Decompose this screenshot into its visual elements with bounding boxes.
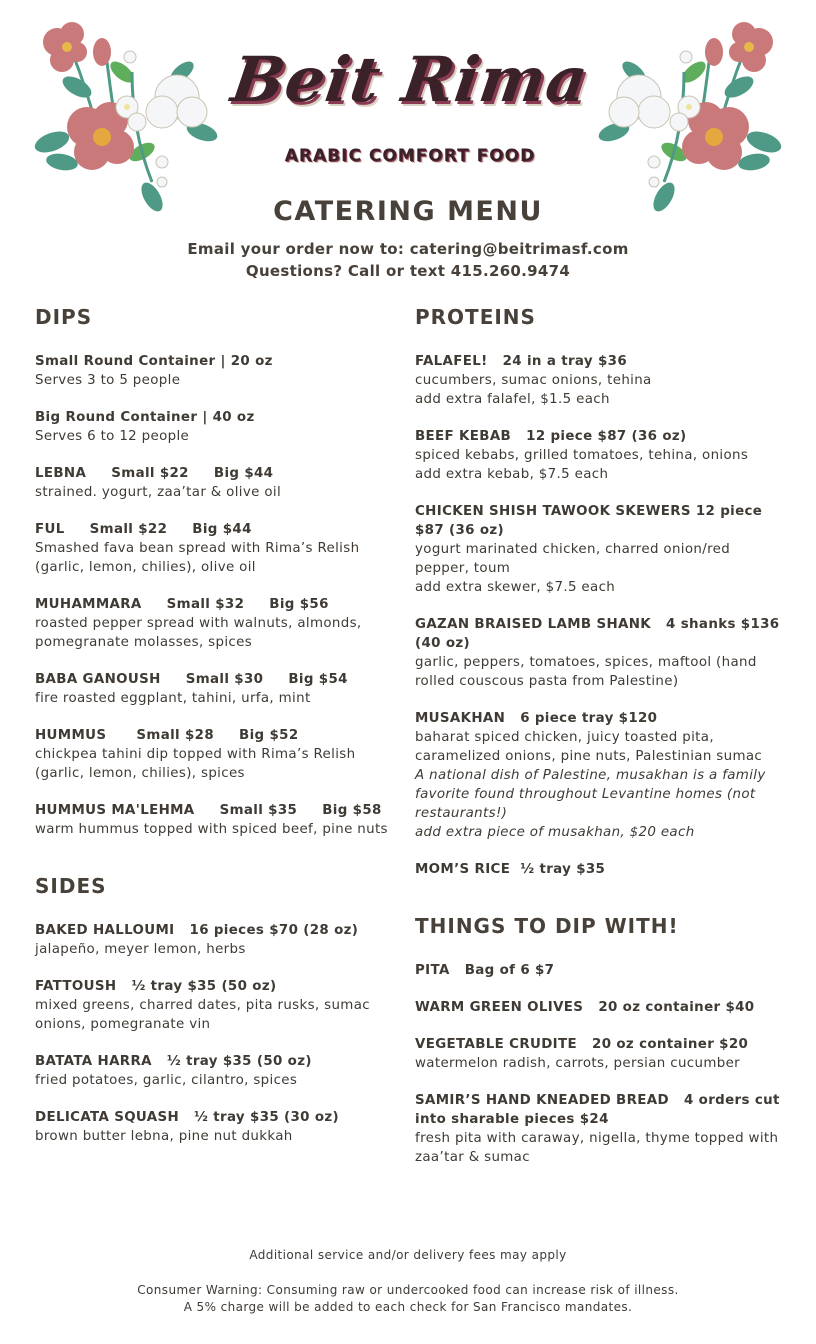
- menu-item: [35, 352, 407, 390]
- floral-illustration-left-icon: [22, 12, 232, 222]
- section-title: THINGS TO DIP WITH!: [415, 914, 679, 938]
- section-things-to-dip-with: [415, 913, 787, 1167]
- menu-item-name-price: MUSAKHAN 6 piece tray $120: [415, 711, 658, 726]
- menu-item: [415, 502, 787, 597]
- consumer-warning: Consumer Warning: Consuming raw or undercooked food can increase risk of illness.: [137, 1283, 679, 1297]
- menu-item: [415, 709, 787, 842]
- menu-item-note: add extra piece of musakhan, $20 each: [415, 825, 695, 840]
- footer-warning: [0, 1282, 816, 1316]
- menu-item-name-price: WARM GREEN OLIVES 20 oz container $40: [415, 1000, 755, 1015]
- menu-item: [35, 726, 407, 783]
- menu-item-name-price: HUMMUS Small $28 Big $52: [35, 728, 299, 743]
- menu-item-name-price: GAZAN BRAISED LAMB SHANK 4 shanks $136 (40 oz): [415, 617, 785, 651]
- menu-item: [415, 998, 787, 1017]
- menu-item-description: fire roasted eggplant, tahini, urfa, mint: [35, 691, 311, 706]
- menu-item-description: spiced kebabs, grilled tomatoes, tehina, onions: [415, 448, 749, 463]
- menu-item-description: jalapeño, meyer lemon, herbs: [35, 942, 246, 957]
- menu-item-description: fried potatoes, garlic, cilantro, spices: [35, 1073, 298, 1088]
- menu-item-description: strained. yogurt, zaa’tar & olive oil: [35, 485, 282, 500]
- menu-item: [35, 595, 407, 652]
- menu-item: [415, 352, 787, 409]
- page-title: CATERING MENU: [273, 196, 543, 227]
- floral-illustration-right-icon: [584, 12, 794, 222]
- left-column: [35, 304, 407, 1164]
- menu-item-description: chickpea tahini dip topped with Rima’s Relish: [35, 747, 356, 762]
- section-sides: [35, 873, 407, 1146]
- menu-item-description: Serves 3 to 5 people: [35, 373, 181, 388]
- menu-item-description: add extra skewer, $7.5 each: [415, 580, 616, 595]
- menu-item: [35, 464, 407, 502]
- menu-item-name-price: PITA Bag of 6 $7: [415, 963, 555, 978]
- menu-item-description: Smashed fava bean spread with Rima’s Relish: [35, 541, 360, 556]
- menu-item: [35, 1052, 407, 1090]
- menu-item: [35, 921, 407, 959]
- menu-item: [35, 1108, 407, 1146]
- section-title: SIDES: [35, 874, 107, 898]
- menu-item-description: fresh pita with caraway, nigella, thyme topped with zaa’tar & sumac: [415, 1131, 779, 1165]
- menu-item-description: baharat spiced chicken, juicy toasted pita,: [415, 730, 714, 745]
- menu-item-description: add extra falafel, $1.5 each: [415, 392, 610, 407]
- contact-phone-line: Questions? Call or text 415.260.9474: [245, 262, 571, 280]
- menu-item: [415, 1091, 787, 1167]
- menu-item-description: watermelon radish, carrots, persian cucumber: [415, 1056, 741, 1071]
- sf-mandate-charge: A 5% charge will be added to each check for San Francisco mandates.: [183, 1300, 633, 1314]
- right-column: [415, 304, 787, 1185]
- menu-item-name-price: CHICKEN SHISH TAWOOK SKEWERS 12 piece $87 (36 oz): [415, 504, 768, 538]
- menu-item-description: roasted pepper spread with walnuts, almonds,: [35, 616, 362, 631]
- menu-item: [35, 520, 407, 577]
- menu-item-description: brown butter lebna, pine nut dukkah: [35, 1129, 293, 1144]
- menu-item-description: add extra kebab, $7.5 each: [415, 467, 609, 482]
- menu-item-description: Serves 6 to 12 people: [35, 429, 190, 444]
- menu-item-name-price: MUHAMMARA Small $32 Big $56: [35, 597, 329, 612]
- menu-item: [35, 670, 407, 708]
- menu-item: [415, 1035, 787, 1073]
- menu-item-name-price: Small Round Container | 20 oz: [35, 354, 273, 369]
- menu-item: [35, 801, 407, 839]
- menu-item-name-price: BEEF KEBAB 12 piece $87 (36 oz): [415, 429, 687, 444]
- menu-item-description: pomegranate molasses, spices: [35, 635, 253, 650]
- menu-item-name-price: FALAFEL! 24 in a tray $36: [415, 354, 627, 369]
- contact-info: [0, 238, 816, 282]
- menu-item-name-price: HUMMUS MA'LEHMA Small $35 Big $58: [35, 803, 382, 818]
- menu-item-note: A national dish of Palestine, musakhan is a family favorite found throughout Levantine homes (not restaurants!): [415, 768, 766, 821]
- menu-item-description: yogurt marinated chicken, charred onion/red pepper, toum: [415, 542, 731, 576]
- logo: [227, 30, 593, 166]
- menu-item-name-price: VEGETABLE CRUDITE 20 oz container $20: [415, 1037, 749, 1052]
- menu-item-name-price: SAMIR’S HAND KNEADED BREAD 4 orders cut into sharable pieces $24: [415, 1093, 785, 1127]
- section-proteins: [415, 304, 787, 879]
- menu-item-name-price: LEBNA Small $22 Big $44: [35, 466, 274, 481]
- menu-item: [415, 427, 787, 484]
- menu-item: [415, 961, 787, 980]
- menu-item: [35, 977, 407, 1034]
- menu-item-description: warm hummus topped with spiced beef, pine nuts: [35, 822, 388, 837]
- menu-item-name-price: FATTOUSH ½ tray $35 (50 oz): [35, 979, 277, 994]
- menu-item-name-price: DELICATA SQUASH ½ tray $35 (30 oz): [35, 1110, 340, 1125]
- menu-item-description: cucumbers, sumac onions, tehina: [415, 373, 652, 388]
- menu-item: [35, 408, 407, 446]
- menu-item: [415, 860, 787, 879]
- menu-item-name-price: BATATA HARRA ½ tray $35 (50 oz): [35, 1054, 312, 1069]
- menu-item-name-price: FUL Small $22 Big $44: [35, 522, 252, 537]
- menu-item-name-price: BAKED HALLOUMI 16 pieces $70 (28 oz): [35, 923, 359, 938]
- menu-item-description: mixed greens, charred dates, pita rusks, sumac: [35, 998, 370, 1013]
- section-title: PROTEINS: [415, 305, 536, 329]
- footer-fees-note: Additional service and/or delivery fees may apply: [249, 1248, 567, 1262]
- section-dips: [35, 304, 407, 839]
- menu-item-description: garlic, peppers, tomatoes, spices, maftool (hand rolled couscous pasta from Palestine): [415, 655, 757, 689]
- menu-item-description: (garlic, lemon, chilies), spices: [35, 766, 245, 781]
- menu-item-name-price: BABA GANOUSH Small $30 Big $54: [35, 672, 348, 687]
- menu-item: [415, 615, 787, 691]
- menu-item-name-price: Big Round Container | 40 oz: [35, 410, 255, 425]
- menu-item-description: (garlic, lemon, chilies), olive oil: [35, 560, 256, 575]
- logo-wordmark: Beit Rima: [227, 43, 593, 116]
- menu-item-description: onions, pomegranate vin: [35, 1017, 211, 1032]
- menu-item-description: caramelized onions, pine nuts, Palestinian sumac: [415, 749, 763, 764]
- section-title: DIPS: [35, 305, 93, 329]
- contact-email-line: Email your order now to: catering@beitrimasf.com: [187, 240, 629, 258]
- menu-item-name-price: MOM’S RICE ½ tray $35: [415, 862, 606, 877]
- logo-tagline: ARABIC COMFORT FOOD: [284, 146, 536, 166]
